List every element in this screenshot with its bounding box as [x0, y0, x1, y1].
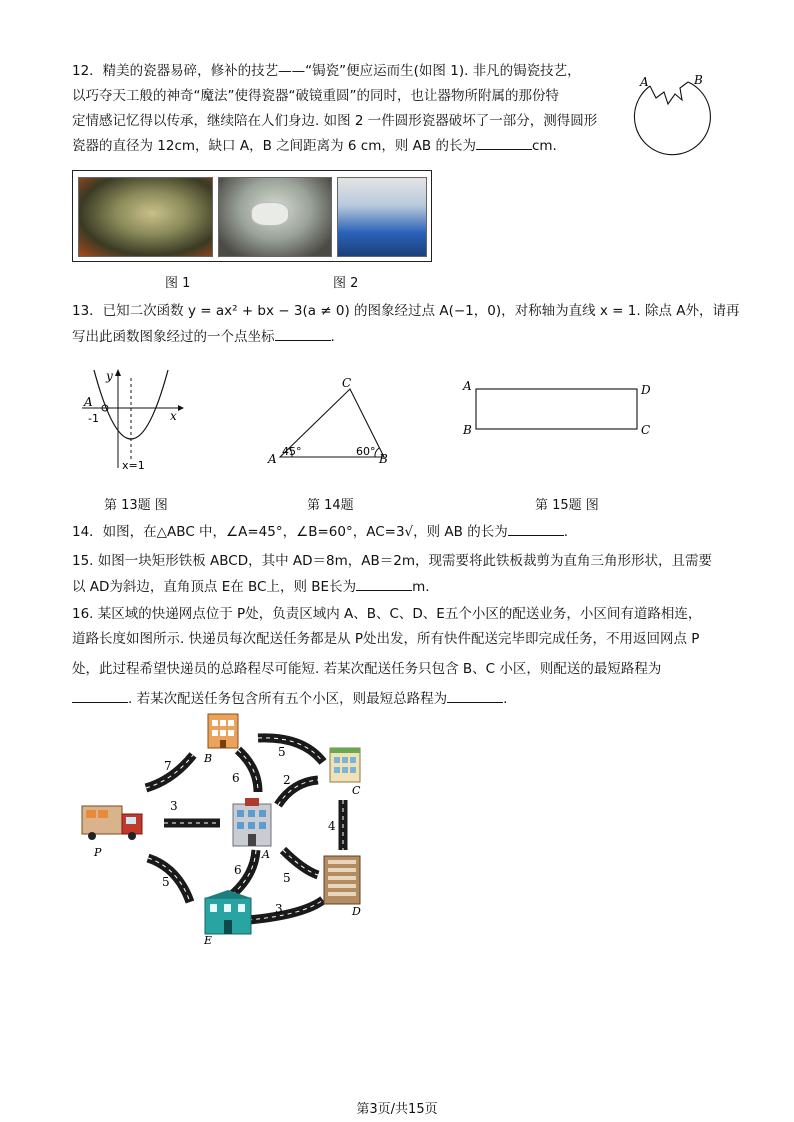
- photo-caption-1: 图 1: [165, 276, 191, 291]
- vertex-a-label: A: [268, 452, 277, 466]
- q16-line-1: 16. 某区域的快递网点位于 P处，负责区域内 A、B、C、D、E五个小区的配送业务，小区间有道路相连，: [72, 606, 702, 622]
- edge-label-bc: 5: [278, 745, 286, 759]
- q15-line-2-end: m.: [412, 579, 430, 595]
- x-axis-label: x: [170, 409, 177, 423]
- jagged-break: [650, 82, 688, 104]
- photo-caption-2: 图 2: [333, 276, 359, 291]
- q15-answer-blank: [356, 578, 412, 591]
- q13-line-2-end: .: [330, 329, 335, 345]
- q16-line-4: [72, 690, 507, 708]
- building-a-icon: [233, 798, 271, 846]
- q15-line-2-text: 以 AD为斜边，直角顶点 E在 BC上，则 BE长为: [72, 579, 357, 595]
- q15-rectangle-figure: [458, 376, 658, 442]
- q15-line-1: 15. 如图一块矩形铁板 ABCD，其中 AD＝8m，AB＝2m，现需要将此铁板裁剪为直角三角形形状，且需要: [72, 553, 713, 569]
- x-axis-arrow: [178, 405, 184, 411]
- q13-answer-blank: [275, 328, 331, 341]
- q12-line-4-end: cm.: [531, 138, 557, 154]
- building-d-icon: [324, 856, 360, 904]
- angle-b-label: 60°: [356, 445, 376, 458]
- edge-label-ae: 6: [234, 863, 242, 877]
- node-label-c: C: [352, 784, 361, 797]
- node-label-e: E: [204, 934, 213, 945]
- q16-line-2: 道路长度如图所示. 快递员每次配送任务都是从 P处出发，所有快件配送完毕即完成任务，不用返回网点 P: [72, 631, 700, 647]
- q12-line-4-text: 瓷器的直径为 12cm，缺口 A，B 之间距离为 6 cm，则 AB 的长为: [72, 138, 476, 154]
- delivery-truck-icon: [82, 806, 142, 840]
- edge-label-ba: 6: [232, 771, 240, 785]
- vertex-c-label: C: [342, 376, 352, 390]
- node-label-d: D: [352, 905, 361, 918]
- page-footer: 第3页/共15页: [356, 1102, 438, 1117]
- q13-parabola-graph: [80, 368, 185, 473]
- delivery-network-diagram: [78, 710, 378, 945]
- tick-neg1-label: -1: [88, 412, 99, 425]
- q14-line: [72, 523, 568, 541]
- q16-answer-blank-1: [72, 690, 128, 703]
- q14-caption: 第 14题: [307, 498, 354, 513]
- repair-patch: [251, 202, 289, 226]
- corner-d-label: D: [641, 383, 651, 397]
- y-axis-arrow: [115, 369, 121, 376]
- q12-line-2: 以巧夺天工般的神奇“魔法”使得瓷器“破镜重圆”的同时，也让器物所附属的那份特: [72, 88, 559, 104]
- building-c-icon: [330, 748, 360, 782]
- point-a-label: A: [84, 395, 93, 409]
- q16-line-3: 处，此过程希望快递员的总路程尽可能短. 若某次配送任务只包含 B、C 小区，则配送的最短路程为: [72, 661, 662, 677]
- q14-end: .: [563, 524, 569, 540]
- q12-line-3: 定情感记忆得以传承，继续陪在人们身边. 如图 2 一件圆形瓷器破坏了一部分，测得圆形: [72, 113, 598, 129]
- photo-repaired-bowl-2: [218, 177, 332, 257]
- road-b-a: [238, 750, 258, 792]
- q14-triangle-figure: [262, 375, 397, 470]
- edge-label-pa: 3: [170, 799, 178, 813]
- node-label-a: A: [262, 848, 270, 861]
- edge-label-pe: 5: [162, 875, 170, 889]
- q16-line-4-end: .: [503, 691, 508, 707]
- q12-line-4: [72, 137, 557, 155]
- photo-repaired-cup: [337, 177, 427, 257]
- y-axis-label: y: [106, 369, 113, 383]
- rectangle-abcd: [476, 389, 637, 429]
- angle-a-label: 45°: [282, 445, 302, 458]
- fig-label-a: A: [640, 75, 649, 89]
- q13-line-2: [72, 328, 335, 346]
- edge-label-pb: 7: [164, 759, 172, 773]
- edge-label-ad: 5: [283, 871, 291, 885]
- road-e-d: [248, 900, 323, 920]
- q12-broken-circle-figure: [620, 64, 720, 164]
- edge-label-cd: 4: [328, 819, 336, 833]
- q16-line-4-mid: . 若某次配送任务包含所有五个小区，则最短总路程为: [128, 691, 448, 707]
- node-label-p: P: [94, 846, 102, 859]
- fig-label-b: B: [694, 73, 703, 87]
- corner-b-label: B: [463, 423, 472, 437]
- q13-caption: 第 13题 图: [104, 498, 168, 513]
- q12-answer-blank: [476, 137, 532, 150]
- vertex-b-label: B: [379, 452, 388, 466]
- edge-label-ac: 2: [283, 773, 291, 787]
- road-a-e: [228, 850, 256, 898]
- node-label-b: B: [204, 752, 213, 765]
- q13-line-1: 13．已知二次函数 y = ax² + bx − 3(a ≠ 0) 的图象经过点 A(−1，0)，对称轴为直线 x = 1. 除点 A外，请再: [72, 303, 740, 319]
- corner-c-label: C: [641, 423, 651, 437]
- q15-line-2: [72, 578, 430, 596]
- q15-caption: 第 15题 图: [535, 498, 599, 513]
- q14-answer-blank: [508, 523, 564, 536]
- photo-repaired-bowl-1: [78, 177, 213, 257]
- edge-label-ed: 3: [275, 902, 283, 916]
- corner-a-label: A: [463, 379, 472, 393]
- q16-answer-blank-2: [447, 690, 503, 703]
- q13-line-2-text: 写出此函数图象经过的一个点坐标: [72, 329, 275, 345]
- q14-text: 14．如图，在△ABC 中，∠A=45°，∠B=60°，AC=3√，则 AB 的长为: [72, 524, 508, 540]
- q12-line-1: 12．精美的瓷器易碎，修补的技艺——“锔瓷”便应运而生(如图 1). 非凡的锔瓷技艺，: [72, 63, 581, 79]
- building-b-icon: [208, 714, 238, 748]
- photo-strip: [72, 170, 432, 262]
- circle-arc: [634, 82, 710, 155]
- symmetry-axis-label: x=1: [122, 459, 145, 472]
- building-e-icon: [205, 890, 251, 934]
